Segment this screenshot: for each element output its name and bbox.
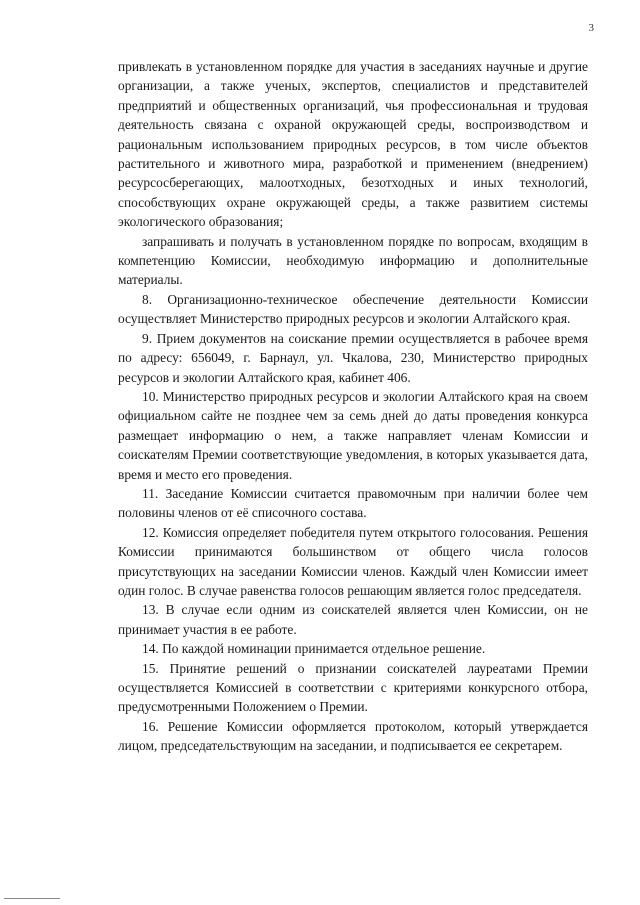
document-body [118,57,588,756]
footer-rule [4,898,60,899]
page-number: 3 [588,22,594,34]
paragraph-14: 14. По каждой номинации принимается отдельное решение. [142,641,486,657]
paragraph-9: 9. Прием документов на соискание премии осуществляется в рабочее время по адресу: 656049, г. Барнаул, ул. Чкалова, 230, Министерство природных ресурсов и экологии Алтайского края, кабинет 406. [118,330,588,385]
paragraph-12: 12. Комиссия определяет победителя путем открытого голосования. Решения Комиссии принимаются большинством от общего числа голосов присутствующих на заседании Комиссии членов. Каждый член Комиссии имеет один голос. В случае равенства голосов решающим является голос председателя. [118,524,588,598]
paragraph-15: 15. Принятие решений о признании соискателей лауреатами Премии осуществляется Комиссией в соответствии с критериями конкурсного отбора, предусмотренными Положением о Премии. [118,660,588,715]
paragraph-rights-continued: привлекать в установленном порядке для участия в заседаниях научные и другие организации, а также ученых, экспертов, специалистов и представителей предприятий и общественных организаций, чья профессиональная и трудовая деятельность связана с охраной окружающей среды, воспроизводством и рациональным использованием природных ресурсов, в том числе объектов растительного и животного мира, разработкой и применением (внедрением) ресурсосберегающих, малоотходных, безотходных и иных технологий, способствующих охране окружающей среды, а также развитием системы экологического образования; [118,59,588,230]
paragraph-10: 10. Министерство природных ресурсов и экологии Алтайского края на своем официальном сайте не позднее чем за семь дней до даты проведения конкурса размещает информацию о нем, а также направляет членам Комиссии и соискателям Премии соответствующие уведомления, в которых указывается дата, время и место его проведения. [118,388,588,482]
paragraph-8: 8. Организационно-техническое обеспечение деятельности Комиссии осуществляет Министерство природных ресурсов и экологии Алтайского края. [118,291,588,327]
paragraph-11: 11. Заседание Комиссии считается правомочным при наличии более чем половины членов от её списочного состава. [118,485,588,521]
paragraph-13: 13. В случае если одним из соискателей является член Комиссии, он не принимает участия в ее работе. [118,602,588,637]
paragraph-16: 16. Решение Комиссии оформляется протоколом, который утверждается лицом, председательствующим на заседании, и подписывается ее секретарем. [118,718,588,754]
paragraph-request-info: запрашивать и получать в установленном порядке по вопросам, входящим в компетенцию Комиссии, необходимую информацию и дополнительные материалы. [118,233,588,288]
